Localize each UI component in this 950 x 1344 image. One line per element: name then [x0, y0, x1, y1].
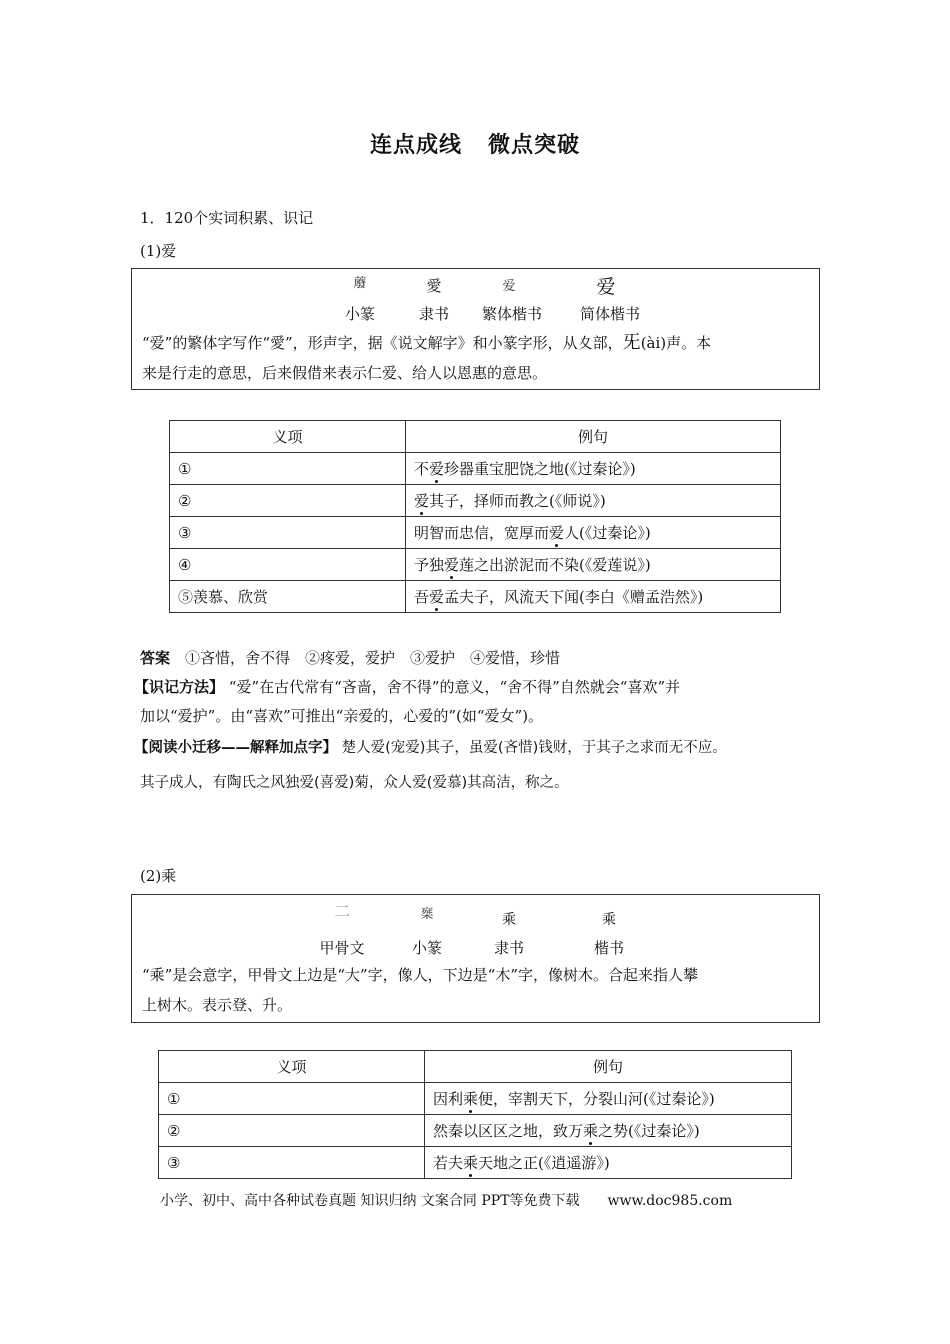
dotted-key-char: 爱 — [429, 588, 445, 606]
table-row — [170, 581, 781, 613]
header-example: 例句 — [425, 1051, 792, 1083]
method-label: 【识记方法】 — [134, 678, 225, 696]
meaning-cell: ⑤羡慕、欣赏 — [170, 581, 406, 613]
example-cell — [425, 1115, 792, 1147]
dotted-key-char: 爱 — [549, 524, 565, 542]
example-pre: 不 — [414, 460, 430, 478]
description-line-1: “乘”是会意字，甲骨文上边是“大”字，像人，下边是“木”字，像树木。合起来指人攀 — [142, 966, 699, 984]
entry-2-meaning-table — [158, 1050, 792, 1179]
meaning-cell: ① — [159, 1083, 425, 1115]
header-meaning: 义项 — [170, 421, 406, 453]
example-pre: 因利 — [433, 1090, 464, 1108]
example-post: 珍器重宝肥饶之地(《过秦论》) — [444, 460, 636, 478]
entry-1-description — [142, 328, 811, 388]
dotted-key-char: 爱 — [429, 460, 445, 478]
example-pre: 明智而忠信，宽厚而 — [414, 524, 550, 542]
dotted-key-char: 乘 — [463, 1090, 479, 1108]
description-line-2: 上树木。表示登、升。 — [142, 996, 293, 1014]
table-row — [159, 1147, 792, 1179]
method-text-1: “爱”在古代常有“吝啬，舍不得”的意义，“舍不得”自然就会“喜欢”并 — [228, 678, 681, 696]
description-line-2: 来是行走的意思，后来假借来表示仁爱、给人以恩惠的意思。 — [142, 364, 548, 382]
footer-text: 小学、初中、高中各种试卷真题 知识归纳 文案合同 PPT等免费下载 — [160, 1193, 580, 1209]
example-post: 人(《过秦论》) — [564, 524, 651, 542]
example-pre: 吾 — [414, 588, 430, 606]
entry-2-description — [142, 960, 811, 1020]
glyph-seal-script: 䕠 — [353, 276, 367, 291]
meaning-cell: ③ — [170, 517, 406, 549]
glyph-traditional-regular: 爱 — [502, 279, 516, 294]
glyph-regular-script: 乘 — [602, 912, 616, 928]
example-post: 其子，择师而教之(《师说》) — [429, 492, 606, 510]
meaning-cell: ② — [170, 485, 406, 517]
caption-clerical-script: 隶书 — [493, 939, 525, 957]
title-part-2: 微点突破 — [488, 133, 581, 158]
dotted-key-char: 爱 — [414, 492, 430, 510]
glyph-clerical-script: 乘 — [502, 912, 516, 928]
header-meaning: 义项 — [159, 1051, 425, 1083]
reading-text-1: 楚人爱(宠爱)其子，虽爱(吝惜)钱财，于其子之求而无不应。 — [341, 740, 727, 756]
dotted-key-char: 爱 — [444, 556, 460, 574]
example-cell — [406, 453, 781, 485]
table-header-row — [170, 421, 781, 453]
glyph-oracle-bone: 𠄞 — [333, 902, 351, 921]
entry-2-etymology-box — [131, 894, 820, 1023]
table-row — [170, 549, 781, 581]
meaning-cell: ④ — [170, 549, 406, 581]
table-row — [170, 517, 781, 549]
example-post: 莲之出淤泥而不染(《爱莲说》) — [459, 556, 651, 574]
reading-line-1 — [134, 737, 727, 759]
example-cell — [425, 1147, 792, 1179]
header-example: 例句 — [406, 421, 781, 453]
description-inline-glyph: 旡 — [622, 332, 641, 353]
dotted-key-char: 乘 — [463, 1154, 479, 1172]
example-post: 便，宰割天下，分裂山河(《过秦论》) — [478, 1090, 715, 1108]
footer-url[interactable]: www.doc985.com — [607, 1193, 733, 1209]
table-header-row — [159, 1051, 792, 1083]
caption-seal-script: 小篆 — [411, 939, 443, 957]
answer-text: ①吝惜，舍不得 ②疼爱，爱护 ③爱护 ④爱惜，珍惜 — [185, 649, 561, 667]
reading-label: 【阅读小迁移——解释加点字】 — [134, 740, 337, 756]
example-post: 天地之正(《逍遥游》) — [478, 1154, 610, 1172]
example-cell — [406, 549, 781, 581]
example-post: 孟夫子，风流天下闻(李白《赠孟浩然》) — [444, 588, 704, 606]
example-post: 之势(《过秦论》) — [598, 1122, 700, 1140]
meaning-cell: ② — [159, 1115, 425, 1147]
dotted-key-char: 乘 — [583, 1122, 599, 1140]
glyph-simplified-regular: 爱 — [596, 276, 616, 298]
glyph-seal-script: 椉 — [420, 907, 434, 922]
method-line-2: 加以“爱护”。由“喜欢”可推出“亲爱的，心爱的”(如“爱女”)。 — [140, 707, 544, 725]
entry-1-meaning-table — [169, 420, 781, 613]
entry-2-label: (2)乘 — [140, 867, 177, 885]
page-title — [0, 128, 950, 159]
method-line-1 — [134, 676, 680, 698]
meaning-cell: ③ — [159, 1147, 425, 1179]
example-pre: 若夫 — [433, 1154, 464, 1172]
page-footer — [160, 1190, 732, 1210]
caption-clerical-script: 隶书 — [418, 305, 450, 323]
reading-line-2: 其子成人，有陶氏之风独爱(喜爱)菊，众人爱(爱慕)其高洁，称之。 — [140, 775, 569, 791]
entry-1-label: (1)爱 — [140, 242, 177, 260]
section-heading: 1．120个实词积累、识记 — [140, 209, 314, 227]
entry-1-etymology-box — [131, 268, 820, 390]
table-row — [170, 453, 781, 485]
meaning-cell: ① — [170, 453, 406, 485]
table-row — [170, 485, 781, 517]
example-pre: 予独 — [414, 556, 445, 574]
caption-oracle-bone: 甲骨文 — [319, 939, 365, 957]
description-line-1a: “爱”的繁体字写作“愛”，形声字，据《说文解字》和小篆字形，从夊部， — [142, 334, 623, 352]
example-pre: 然秦以区区之地，致万 — [433, 1122, 584, 1140]
description-line-1b: (ài)声。本 — [640, 334, 712, 352]
answer-line — [140, 647, 560, 669]
example-cell — [406, 581, 781, 613]
example-cell — [406, 517, 781, 549]
example-cell — [406, 485, 781, 517]
caption-seal-script: 小篆 — [344, 305, 376, 323]
caption-simplified-regular: 简体楷书 — [579, 305, 641, 323]
caption-traditional-regular: 繁体楷书 — [481, 305, 543, 323]
table-row — [159, 1115, 792, 1147]
table-row — [159, 1083, 792, 1115]
title-part-1: 连点成线 — [369, 133, 462, 158]
caption-regular-script: 楷书 — [593, 939, 625, 957]
example-cell — [425, 1083, 792, 1115]
glyph-clerical-script: 愛 — [426, 277, 442, 295]
answer-label: 答案 — [140, 649, 171, 667]
